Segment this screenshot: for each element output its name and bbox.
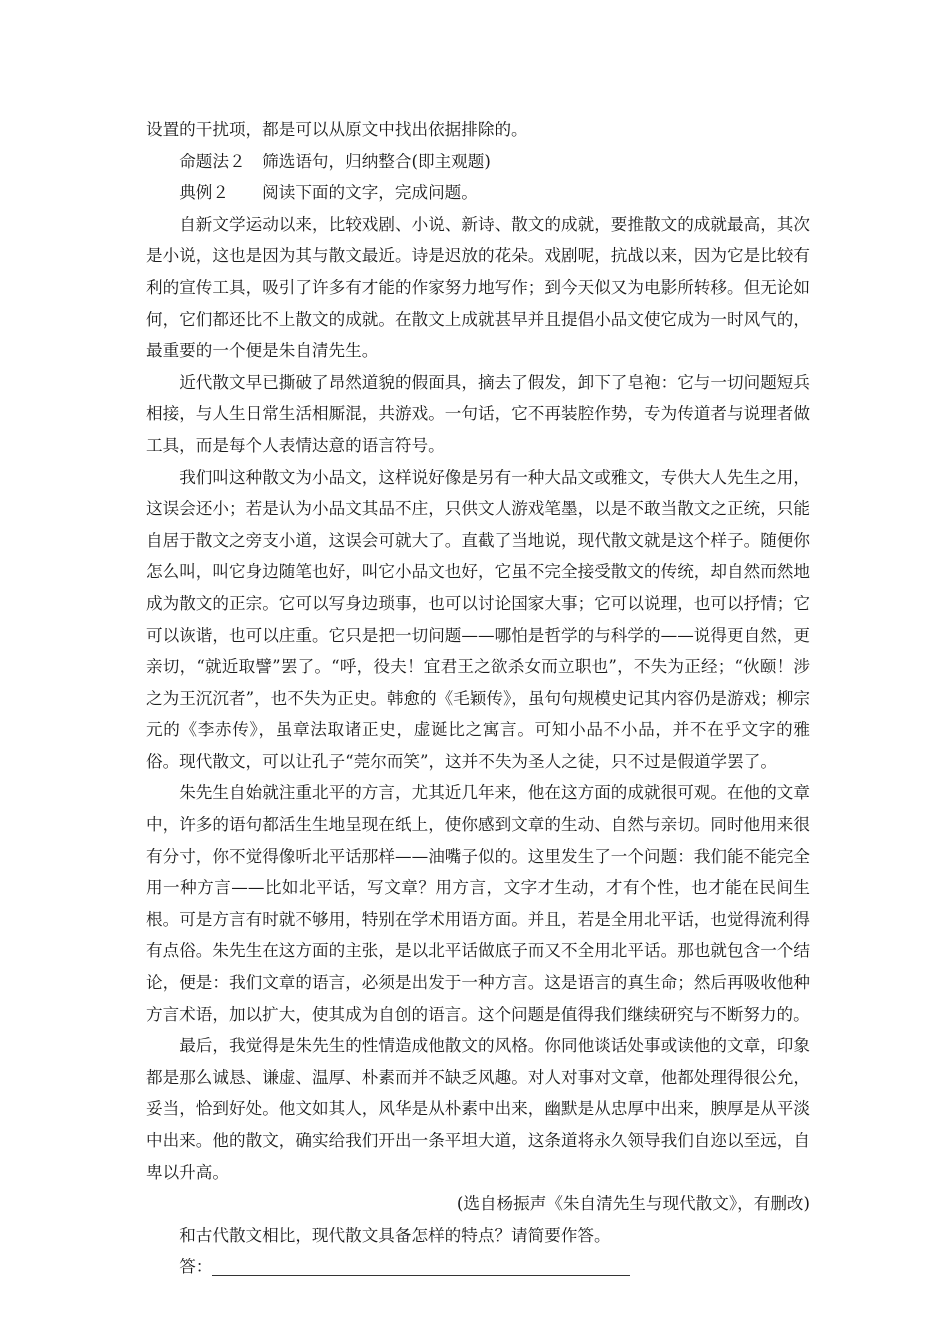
question: 和古代散文相比，现代散文具备怎样的特点？请简要作答。 bbox=[179, 1225, 611, 1245]
example-heading: 典例２ 阅读下面的文字，完成问题。 bbox=[179, 183, 478, 203]
answer-row bbox=[146, 1251, 810, 1283]
paragraph-4: 朱先生自始就注重北平的方言，尤其近几年来，他在这方面的成就很可观。在他的文章中，许多的语句都活生生地呈现在纸上，使你感到文章的生动、自然与亲切。同时他用来很有分寸，你不觉得像听北平话那样——油嘴子似的。这里发生了一个问题：我们能不能完全用一种方言——比如北平话，写文章？用方言，文字才生动，才有个性，也才能在民间生根。可是方言有时就不够用，特别在学术用语方面。并且，若是全用北平话，也觉得流利得有点俗。朱先生在这方面的主张，是以北平话做底子而又不全用北平话。那也就包含一个结论，便是：我们文章的语言，必须是出发于一种方言。这是语言的真生命；然后再吸收他种方言术语，加以扩大，使其成为自创的语言。这个问题是值得我们继续研究与不断努力的。 bbox=[146, 783, 810, 1024]
paragraph-2: 近代散文早已撕破了昂然道貌的假面具，摘去了假发，卸下了皂袍：它与一切问题短兵相接，与人生日常生活相厮混，共游戏。一句话，它不再装腔作势，专为传道者与说理者做工具，而是每个人表情达意的语言符号。 bbox=[146, 372, 810, 455]
paragraph-5: 最后，我觉得是朱先生的性情造成他散文的风格。你同他谈话处事或读他的文章，印象都是那么诚恳、谦虚、温厚、朴素而并不缺乏风趣。对人对事对文章，他都处理得很公允，妥当，恰到好处。他文如其人，风华是从朴素中出来，幽默是从忠厚中出来，腴厚是从平淡中出来。他的散文，确实给我们开出一条平坦大道，这条道将永久领导我们自迩以至远，自卑以升高。 bbox=[146, 1036, 810, 1182]
document-page bbox=[146, 114, 810, 1283]
method-heading: 命题法２ 筛选语句，归纳整合(即主观题) bbox=[179, 151, 491, 171]
answer-blank-line[interactable] bbox=[212, 1255, 630, 1276]
intro-line: 设置的干扰项，都是可以从原文中找出依据排除的。 bbox=[146, 120, 528, 139]
answer-label: 答： bbox=[179, 1257, 213, 1277]
paragraph-3: 我们叫这种散文为小品文，这样说好像是另有一种大品文或雅文，专供大人先生之用，这误会还小；若是认为小品文其品不庄，只供文人游戏笔墨，以是不敢当散文之正统，只能自居于散文之旁支小道，这误会可就大了。直截了当地说，现代散文就是这个样子。随便你怎么叫，叫它身边随笔也好，叫它小品文也好，它虽不完全接受散文的传统，却自然而然地成为散文的正宗。它可以写身边琐事，也可以讨论国家大事；它可以说理，也可以抒情；它可以诙谐，也可以庄重。它只是把一切问题——哪怕是哲学的与科学的——说得更自然，更亲切，“就近取譬”罢了。“呼，役夫！宜君王之欲杀女而立职也”，不失为正经；“伙颐！涉之为王沉沉者”，也不失为正史。韩愈的《毛颖传》，虽句句规模史记其内容仍是游戏；柳宗元的《李赤传》，虽章法取诸正史，虚诞比之寓言。可知小品不小品，并不在乎文字的雅俗。现代散文，可以让孔子“莞尔而笑”，这并不失为圣人之徒，只不过是假道学罢了。 bbox=[146, 467, 810, 771]
source-note: (选自杨振声《朱自清先生与现代散文》，有删改) bbox=[456, 1194, 810, 1214]
paragraph-1: 自新文学运动以来，比较戏剧、小说、新诗、散文的成就，要推散文的成就最高，其次是小说，这也是因为其与散文最近。诗是迟放的花朵。戏剧呢，抗战以来，因为它是比较有利的宣传工具，吸引了许多有才能的作家努力地写作；到今天似又为电影所转移。但无论如何，它们都还比不上散文的成就。在散文上成就甚早并且提倡小品文使它成为一时风气的，最重要的一个便是朱自清先生。 bbox=[146, 214, 810, 361]
